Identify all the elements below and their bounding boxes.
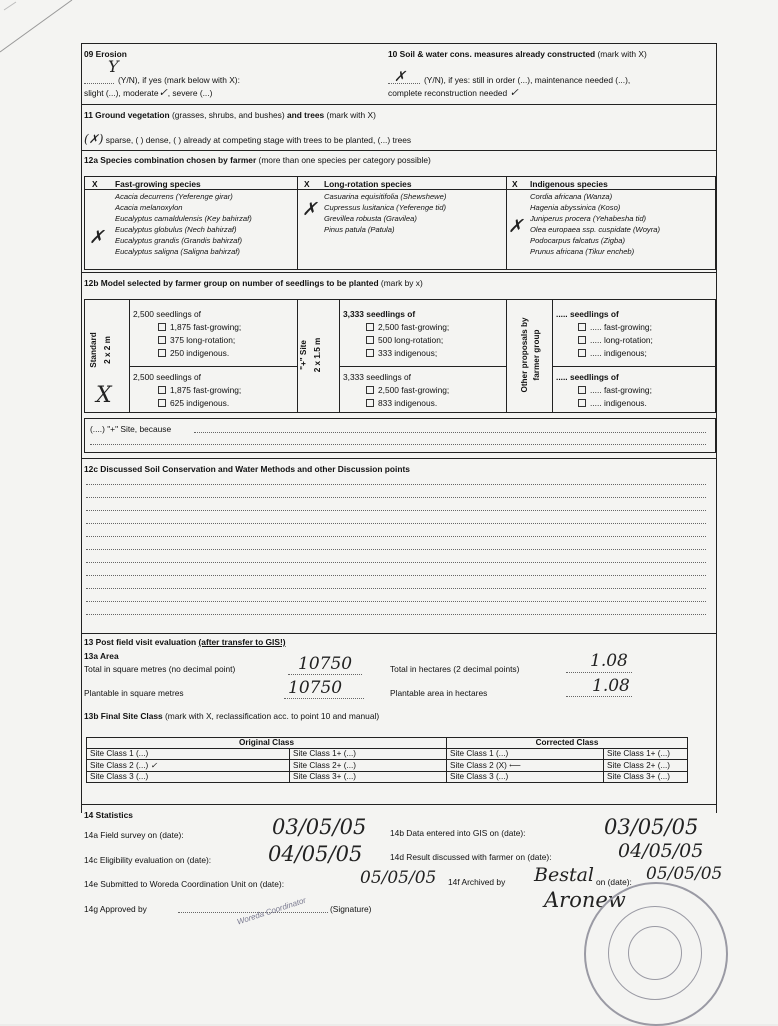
total-ha-label: Total in hectares (2 decimal points) [390, 664, 520, 674]
vegetation-options [84, 134, 411, 145]
plus2-checkbox-1[interactable] [366, 386, 374, 394]
total-sqm-line [288, 674, 362, 675]
plus1-checkbox-2[interactable] [366, 336, 374, 344]
submitted-label: 14e Submitted to Woreda Coordination Unit on (date): [84, 879, 285, 889]
original-class-header: Original Class [87, 738, 447, 749]
approver-signature: Aronew [544, 888, 626, 912]
oth2-line1-text: ..... fast-growing; [590, 385, 652, 395]
model-div-3 [339, 299, 340, 412]
species-header-x3: X [512, 179, 518, 189]
corr-class-1plus[interactable]: Site Class 1+ (...) [604, 749, 688, 760]
species-fast-2: Acacia melanoxylon [115, 203, 183, 212]
divider-11-12a [81, 150, 716, 151]
oth1-line1-text: ..... fast-growing; [590, 322, 652, 332]
section-12b-title-bold: 12b Model selected by farmer group on number of seedlings to be planted [84, 278, 379, 288]
sparse-check-mark: (✗) [84, 132, 104, 146]
oth1-checkbox-2[interactable] [578, 336, 586, 344]
species-indig-6: Prunus africana (Tikur encheb) [530, 247, 635, 256]
standard-spacing: 2 x 2 m [103, 336, 112, 364]
discussion-line-8 [86, 575, 706, 576]
section-12a-title-bold: 12a Species combination chosen by farmer [84, 155, 257, 165]
std2-line2-text: 625 indigenous. [170, 398, 230, 408]
plus2-line1-text: 2,500 fast-growing; [378, 385, 450, 395]
site-class-table [86, 737, 688, 783]
oth2-line1 [578, 385, 652, 395]
site-because-label: (....) "+" Site, because [90, 424, 172, 434]
section-11-title-rest: (grasses, shrubs, and bushes) [171, 110, 285, 120]
species-header-long: Long-rotation species [324, 179, 412, 189]
std2-head: 2,500 seedlings of [133, 372, 201, 382]
site-because-line-2 [90, 444, 706, 445]
discussion-line-9 [86, 588, 706, 589]
std1-line3-text: 250 indigenous. [170, 348, 230, 358]
final-class-title [84, 711, 379, 721]
discussion-line-1 [86, 484, 706, 485]
moderate-check-mark: ✓ [158, 86, 168, 99]
species-fast-4: Eucalyptus globulus (Nech bahirzaf) [115, 225, 237, 234]
species-indig-1: Cordia africana (Wanza) [530, 192, 613, 201]
discussion-line-5 [86, 536, 706, 537]
field-survey-date: 03/05/05 [272, 815, 367, 839]
discussion-line-6 [86, 549, 706, 550]
section-11-title-bold: 11 Ground vegetation [84, 110, 170, 120]
plus2-head: 3,333 seedlings of [343, 372, 411, 382]
final-class-title-rest: (mark with X, reclassification acc. to point 10 and manual) [165, 711, 380, 721]
soil-cons-line2 [388, 88, 519, 98]
plus2-line2 [366, 398, 437, 408]
species-indig-5: Podocarpus falcatus (Zigba) [530, 236, 625, 245]
species-col-divider-2 [506, 176, 507, 269]
std1-line2-text: 375 long-rotation; [170, 335, 236, 345]
corr-class-2-arrow-mark: ⟵ [509, 760, 521, 770]
plus1-checkbox-1[interactable] [366, 323, 374, 331]
section-12c-title: 12c Discussed Soil Conservation and Water Methods and other Discussion points [84, 464, 410, 474]
std1-line3 [158, 348, 229, 358]
oth1-line2-text: ..... long-rotation; [590, 335, 653, 345]
species-fast-6: Eucalyptus saligna (Saligna bahirzaf) [115, 247, 240, 256]
model-div-4 [506, 299, 507, 412]
plus1-line3-text: 333 indigenous; [378, 348, 438, 358]
archived-by-name: Bestal [534, 864, 594, 886]
plant-ha-value: 1.08 [592, 676, 630, 696]
oth1-line1 [578, 322, 652, 332]
section-13-title-rest: (after transfer to GIS!) [198, 637, 286, 647]
species-indig-2: Hagenia abyssinica (Koso) [530, 203, 621, 212]
model-oth-split [552, 366, 715, 367]
section-12a-title-rest: (more than one species per category possible) [258, 155, 431, 165]
species-fast-5: Eucalyptus grandis (Grandis bahirzaf) [115, 236, 243, 245]
oth1-line3 [578, 348, 647, 358]
plant-sqm-line [284, 698, 364, 699]
section-14-title: 14 Statistics [84, 810, 133, 820]
species-table-header-line [84, 189, 716, 190]
oth1-line2 [578, 335, 653, 345]
section-10-title-suffix: (mark with X) [597, 49, 647, 59]
discussion-line-4 [86, 523, 706, 524]
archived-label: 14f Archived by [448, 877, 506, 887]
orig-class-1plus[interactable]: Site Class 1+ (...) [290, 749, 447, 760]
area-label: 13a Area [84, 651, 119, 661]
total-ha-value: 1.08 [590, 651, 628, 671]
corr-class-3[interactable]: Site Class 3 (...) [447, 772, 604, 783]
round-seal-inner [628, 926, 682, 980]
plant-sqm-label: Plantable in square metres [84, 688, 184, 698]
section-10-title-bold: 10 Soil & water cons. measures already constructed [388, 49, 596, 59]
site-because-line-1 [194, 432, 706, 433]
gis-entry-date: 03/05/05 [604, 815, 699, 839]
plus2-line2-text: 833 indigenous. [378, 398, 438, 408]
model-div-1 [129, 299, 130, 412]
orig-class-3[interactable]: Site Class 3 (...) [87, 772, 290, 783]
oth2-line2-text: ..... indigenous. [590, 398, 647, 408]
discussion-line-7 [86, 562, 706, 563]
other-proposals-label: Other proposals by [520, 317, 529, 393]
species-header-x1: X [92, 179, 98, 189]
other-proposals-label-2: farmer group [532, 329, 541, 381]
soil-cons-answer-line [388, 83, 420, 84]
divider-13-14 [81, 804, 716, 805]
corr-class-2plus[interactable]: Site Class 2+ (...) [604, 760, 688, 772]
plus-site-spacing: 2 x 1.5 m [313, 337, 322, 373]
plant-sqm-value: 10750 [288, 678, 343, 698]
discussion-line-2 [86, 497, 706, 498]
model-plus-split [339, 366, 506, 367]
species-long-1: Casuarina equisitifolia (Shewshewe) [324, 192, 447, 201]
plus2-checkbox-2[interactable] [366, 399, 374, 407]
divider-12a-12b [81, 272, 716, 273]
section-11-title-and: and trees [286, 110, 325, 120]
plus1-line1 [366, 322, 449, 332]
corr-class-2-text: Site Class 2 (X) [450, 761, 507, 770]
corr-class-2[interactable] [447, 760, 604, 772]
oth2-line2 [578, 398, 647, 408]
orig-class-2[interactable] [87, 760, 290, 772]
vegetation-options-text: sparse, ( ) dense, ( ) already at competing stage with trees to be planted, (...) trees [105, 135, 412, 145]
species-col-divider-1 [297, 176, 298, 269]
plus1-line2-text: 500 long-rotation; [378, 335, 444, 345]
divider-12b-12c [81, 458, 716, 459]
species-fast-3: Eucalyptus camaldulensis (Key bahirzaf) [115, 214, 252, 223]
discussion-line-11 [86, 614, 706, 615]
frame-left [81, 43, 82, 813]
erosion-line2-a: slight (...), moderate [84, 88, 159, 98]
oth2-checkbox-2[interactable] [578, 399, 586, 407]
corr-class-1[interactable]: Site Class 1 (...) [447, 749, 604, 760]
plant-ha-line [566, 696, 632, 697]
field-survey-label: 14a Field survey on (date): [84, 830, 184, 840]
site-because-box [84, 418, 716, 453]
species-fast-1: Acacia decurrens (Yeferenge girar) [115, 192, 233, 201]
archived-date: 05/05/05 [646, 864, 723, 884]
table-row [87, 760, 688, 772]
erosion-line2-b: , severe (...) [167, 88, 213, 98]
archived-on-label: on (date): [596, 877, 632, 887]
section-09-title: 09 Erosion [84, 49, 127, 59]
signature-label: (Signature) [330, 904, 372, 914]
approved-label: 14g Approved by [84, 904, 147, 914]
discussed-label: 14d Result discussed with farmer on (date): [390, 852, 552, 862]
plus1-line1-text: 2,500 fast-growing; [378, 322, 450, 332]
std2-checkbox-1[interactable] [158, 386, 166, 394]
orig-class-2-text: Site Class 2 (...) [90, 761, 149, 770]
total-sqm-label: Total in square metres (no decimal point) [84, 664, 236, 674]
erosion-answer: Y [108, 57, 119, 76]
std1-head: 2,500 seedlings of [133, 309, 201, 319]
species-long-2: Cupressus lusitanica (Yeferenge tid) [324, 203, 446, 212]
soil-cons-answer-mark: ✗ [394, 69, 406, 85]
plus1-head: 3,333 seedlings of [343, 309, 416, 319]
oth1-line3-text: ..... indigenous; [590, 348, 647, 358]
submitted-date: 05/05/05 [360, 868, 437, 888]
corrected-class-header: Corrected Class [447, 738, 688, 749]
table-row [87, 772, 688, 783]
gis-entry-label: 14b Data entered into GIS on (date): [390, 828, 526, 838]
corr-class-3plus[interactable]: Site Class 3+ (...) [604, 772, 688, 783]
species-long-3: Grevillea robusta (Gravilea) [324, 214, 417, 223]
soil-cons-line1: (Y/N), if yes: still in order (...), maintenance needed (...), [424, 75, 631, 85]
frame-top [81, 43, 716, 44]
species-mark-juniperus: ✗ [508, 216, 524, 237]
erosion-answer-line [84, 83, 114, 84]
discussion-line-10 [86, 601, 706, 602]
oth1-head: ..... seedlings of [556, 309, 619, 319]
section-12b-title-rest: (mark by x) [380, 278, 423, 288]
discussed-date: 04/05/05 [618, 840, 704, 862]
total-ha-line [566, 672, 632, 673]
orig-class-1[interactable]: Site Class 1 (...) [87, 749, 290, 760]
total-sqm-value: 10750 [298, 654, 353, 674]
species-header-x2: X [304, 179, 310, 189]
oth1-checkbox-1[interactable] [578, 323, 586, 331]
section-13-title [84, 637, 286, 647]
std1-checkbox-3[interactable] [158, 349, 166, 357]
plus-site-label: "+" Site [299, 340, 308, 370]
std1-checkbox-2[interactable] [158, 336, 166, 344]
oth2-head: ..... seedlings of [556, 372, 619, 382]
std1-checkbox-1[interactable] [158, 323, 166, 331]
divider-09-11 [81, 104, 716, 105]
oth1-checkbox-3[interactable] [578, 349, 586, 357]
std2-line2 [158, 398, 229, 408]
species-header-fast: Fast-growing species [115, 179, 201, 189]
frame-right [716, 43, 717, 813]
plus1-checkbox-3[interactable] [366, 349, 374, 357]
oth2-checkbox-1[interactable] [578, 386, 586, 394]
table-row [87, 749, 688, 760]
plus2-line1 [366, 385, 449, 395]
std2-line1 [158, 385, 241, 395]
section-13-title-bold: 13 Post field visit evaluation [84, 637, 197, 647]
soil-cons-line2-text: complete reconstruction needed [388, 88, 508, 98]
stamp-text: Woreda Coordinator [235, 895, 308, 927]
erosion-line1: (Y/N), if yes (mark below with X): [118, 75, 240, 85]
model-std-split [129, 366, 297, 367]
final-class-title-bold: 13b Final Site Class [84, 711, 163, 721]
std2-checkbox-2[interactable] [158, 399, 166, 407]
std1-line1-text: 1,875 fast-growing; [170, 322, 242, 332]
orig-class-2plus[interactable]: Site Class 2+ (...) [290, 760, 447, 772]
species-mark-globulus: ✗ [89, 227, 105, 248]
plus1-line2 [366, 335, 443, 345]
standard-label: Standard [89, 332, 98, 368]
section-12b-title [84, 278, 423, 288]
species-header-indig: Indigenous species [530, 179, 608, 189]
model-div-2 [297, 299, 298, 412]
eligibility-label: 14c Eligibility evaluation on (date): [84, 855, 212, 865]
species-long-4: Pinus patula (Patula) [324, 225, 395, 234]
plus1-line3 [366, 348, 437, 358]
species-indig-3: Juniperus procera (Yehabesha tid) [530, 214, 647, 223]
standard-model-mark: X [96, 383, 112, 408]
std1-line1 [158, 322, 241, 332]
discussion-line-3 [86, 510, 706, 511]
section-12a-title [84, 155, 431, 165]
erosion-line2 [84, 88, 212, 98]
section-11-title [84, 110, 376, 120]
reconstruction-check-mark: ✓ [509, 86, 519, 99]
std1-line2 [158, 335, 235, 345]
orig-class-3plus[interactable]: Site Class 3+ (...) [290, 772, 447, 783]
rectangular-stamp [198, 883, 351, 962]
section-10-title [388, 49, 647, 59]
model-div-5 [552, 299, 553, 412]
std2-line1-text: 1,875 fast-growing; [170, 385, 242, 395]
eligibility-date: 04/05/05 [268, 842, 363, 866]
species-mark-cupressus: ✗ [302, 199, 318, 220]
paper-crease [0, 0, 80, 60]
divider-12c-13 [81, 633, 716, 634]
orig-class-2-check-mark: ✓ [150, 760, 158, 770]
section-11-title-mark: (mark with X) [326, 110, 376, 120]
plant-ha-label: Plantable area in hectares [390, 688, 488, 698]
species-indig-4: Olea europaea ssp. cuspidate (Woyra) [530, 225, 661, 234]
